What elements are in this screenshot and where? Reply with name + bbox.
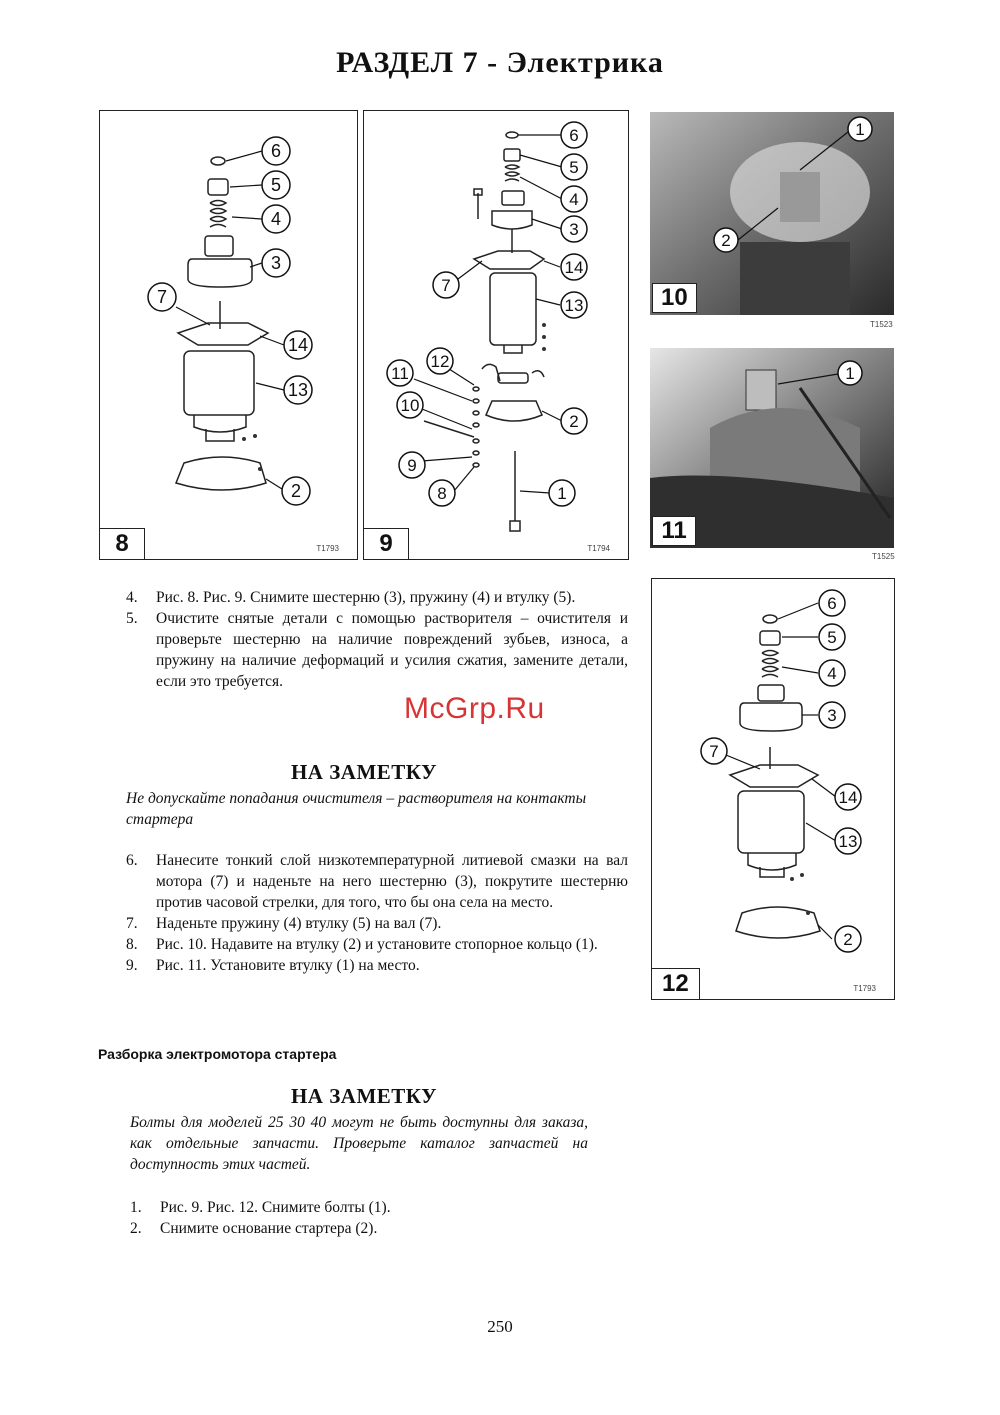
callout-label: 3 [827, 706, 837, 725]
note-text: Не допускайте попадания очистителя – растворителя на контакты стартера [126, 790, 587, 828]
step-number: 5. [126, 610, 138, 627]
step-number: 8. [126, 936, 138, 953]
step-number: 6. [126, 852, 138, 869]
callout-label: 2 [569, 412, 579, 431]
list-item [130, 1218, 600, 1239]
figure-number: 9 [364, 528, 409, 559]
figure-10-photo [650, 112, 894, 315]
step-text: Нанесите тонкий слой низкотемпературной литиевой смазки на вал мотора (7) и наденьте на него шестерню (3), покрутите шестерню против часовой стрелки, для того, что бы она села на место. [156, 852, 628, 911]
figure-code: T1525 [872, 552, 895, 561]
callout-label: 4 [827, 664, 837, 683]
figure-number: 10 [652, 283, 697, 313]
callout-label: 7 [156, 287, 168, 307]
list-item [126, 955, 628, 976]
step-number: 7. [126, 915, 138, 932]
step-text: Рис. 10. Надавите на втулку (2) и установите стопорное кольцо (1). [156, 936, 598, 953]
list-item [126, 850, 628, 913]
figure-11-photo [650, 348, 894, 548]
callout-label: 1 [557, 484, 567, 503]
callout-label: 6 [569, 126, 579, 145]
step-text: Рис. 8. Рис. 9. Снимите шестерню (3), пружину (4) и втулку (5). [156, 589, 576, 606]
step-number: 1. [130, 1199, 142, 1216]
callout-label: 8 [437, 484, 447, 503]
callout-label: 3 [569, 220, 579, 239]
starter-exploded-diagram [364, 111, 628, 559]
figure-number: 12 [652, 968, 700, 999]
figure-number: 8 [100, 528, 145, 559]
callout-label: 7 [441, 276, 451, 295]
figure-12 [651, 578, 895, 1000]
callout-label: 6 [270, 141, 282, 161]
callout-label: 6 [827, 594, 837, 613]
step-number: 9. [126, 957, 138, 974]
step-text: Наденьте пружину (4) втулку (5) на вал (7). [156, 915, 442, 932]
note-heading: НА ЗАМЕТКУ [290, 1084, 438, 1108]
list-item [126, 608, 628, 692]
callout-label: 14 [564, 258, 584, 277]
callout-label: 9 [407, 456, 417, 475]
step-text: Снимите основание стартера (2). [160, 1220, 378, 1237]
page-number: 250 [487, 1317, 513, 1336]
list-item [126, 934, 628, 955]
callout-label: 2 [843, 930, 853, 949]
figure-code: T1794 [587, 544, 610, 553]
callout-label: 4 [569, 190, 579, 209]
callout-label: 5 [827, 628, 837, 647]
figure-number: 11 [652, 516, 696, 546]
list-item [126, 913, 628, 934]
callout-label: 12 [430, 352, 450, 371]
callout-label: 5 [270, 175, 282, 195]
step-text: Рис. 9. Рис. 12. Снимите болты (1). [160, 1199, 391, 1216]
note-heading: НА ЗАМЕТКУ [290, 760, 438, 784]
figure-9 [363, 110, 629, 560]
callout-label: 5 [569, 158, 579, 177]
figure-8 [99, 110, 358, 560]
callout-label: 2 [290, 481, 302, 501]
list-item [126, 587, 628, 608]
watermark: McGrp.Ru [404, 692, 545, 725]
callout-label: 3 [270, 253, 282, 273]
callout-label: 4 [270, 209, 282, 229]
section-subheading: Разборка электромотора стартера [98, 1046, 337, 1062]
starter-exploded-diagram [100, 111, 357, 559]
callout-label: 14 [287, 335, 309, 355]
steps-list-bottom [130, 1197, 600, 1239]
callout-label: 1 [845, 364, 855, 383]
note-text: Болты для моделей 25 30 40 могут не быть доступны для заказа, как отдельные запчасти. Проверьте каталог запчастей на доступность этих частей. [130, 1114, 588, 1173]
callout-label: 11 [391, 364, 409, 383]
steps-list-mid [126, 850, 628, 976]
step-text: Очистите снятые детали с помощью растворителя – очистителя и проверьте шестерню на наличие повреждений зубьев, износа, а пружину на наличие деформаций и усилия сжатия, замените детали, если это требуется. [156, 610, 628, 690]
callout-label: 10 [400, 396, 420, 415]
callout-label: 13 [564, 296, 584, 315]
callout-label: 2 [721, 231, 731, 250]
step-number: 2. [130, 1220, 142, 1237]
callout-label: 7 [709, 742, 719, 761]
steps-list-top [126, 587, 628, 692]
step-number: 4. [126, 589, 138, 606]
callout-label: 1 [855, 120, 865, 139]
callout-label: 13 [287, 380, 309, 400]
list-item [130, 1197, 600, 1218]
page-title: РАЗДЕЛ 7 - Электрика [336, 46, 664, 79]
callout-label: 13 [838, 832, 858, 851]
figure-code: T1523 [870, 320, 893, 329]
figure-code: T1793 [853, 984, 876, 993]
callout-label: 14 [838, 788, 858, 807]
figure-code: T1793 [316, 544, 339, 553]
step-text: Рис. 11. Установите втулку (1) на место. [156, 957, 420, 974]
starter-exploded-diagram [652, 579, 894, 999]
